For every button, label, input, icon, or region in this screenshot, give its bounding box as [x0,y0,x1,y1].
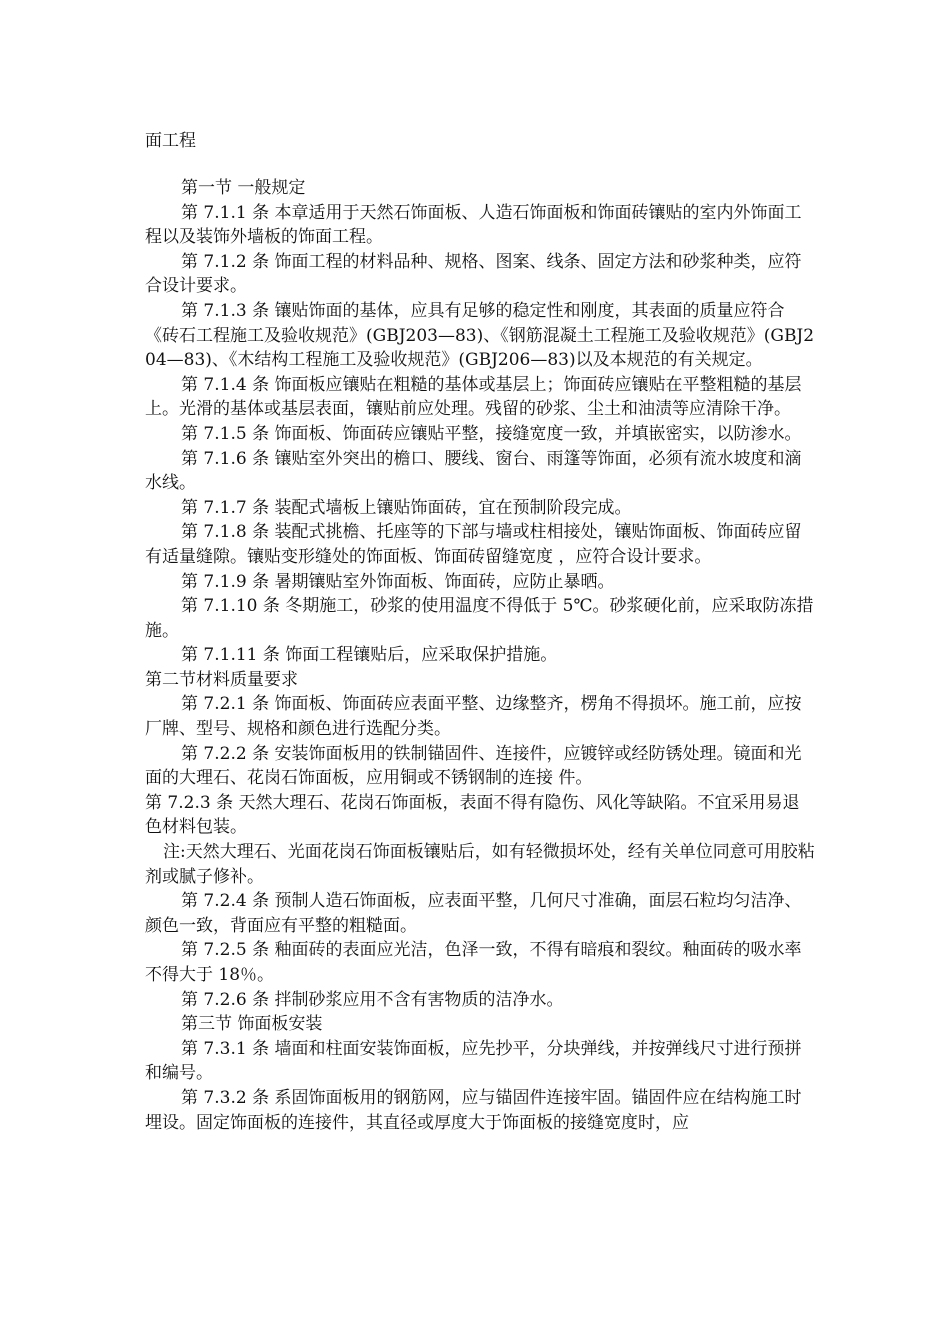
clause-paragraph: 第 7.1.3 条 镶贴饰面的基体，应具有足够的稳定性和刚度，其表面的质量应符合《砖石工程施工及验收规范》(GBJ203—83)、《钢筋混凝土工程施工及验收规范》(GBJ204—83)、《木结构工程施工及验收规范》(GBJ206—83)以及本规范的有关规定。 [145,300,815,371]
section-heading: 第二节材料质量要求 [145,669,298,690]
document-body [145,176,815,1135]
clause-paragraph: 第 7.1.10 条 冬期施工，砂浆的使用温度不得低于 5℃。砂浆硬化前，应采取防冻措施。 [145,596,814,641]
clause-paragraph: 第 7.3.1 条 墙面和柱面安装饰面板，应先抄平，分块弹线，并按弹线尺寸进行预拼和编号。 [145,1038,802,1084]
clause-paragraph: 第 7.1.6 条 镶贴室外突出的檐口、腰线、窗台、雨篷等饰面，必须有流水坡度和滴水线。 [145,448,802,494]
clause-paragraph: 第 7.1.9 条 暑期镶贴室外饰面板、饰面砖，应防止暴晒。 [181,571,615,592]
clause-paragraph: 第 7.2.4 条 预制人造石饰面板，应表面平整，几何尺寸准确，面层石粒均匀洁净、颜色一致，背面应有平整的粗糙面。 [145,891,802,936]
clause-paragraph: 第 7.1.5 条 饰面板、饰面砖应镶贴平整，接缝宽度一致，并填嵌密实，以防渗水。 [181,423,802,444]
section-heading: 第一节 一般规定 [181,178,306,198]
clause-paragraph: 第 7.2.2 条 安装饰面板用的铁制锚固件、连接件，应镀锌或经防锈处理。镜面和光面的大理石、花岗石饰面板，应用铜或不锈钢制的连接 件。 [145,743,802,789]
clause-paragraph: 第 7.1.2 条 饰面工程的材料品种、规格、图案、线条、固定方法和砂浆种类，应符合设计要求。 [145,251,802,297]
clause-paragraph: 第 7.1.4 条 饰面板应镶贴在粗糙的基体或基层上；饰面砖应镶贴在平整粗糙的基层上。光滑的基体或基层表面，镶贴前应处理。残留的砂浆、尘土和油渍等应清除干净。 [145,374,802,420]
note-paragraph: 注:天然大理石、光面花岗石饰面板镶贴后，如有轻微损坏处，经有关单位同意可用胶粘剂或腻子修补。 [145,842,815,887]
clause-paragraph: 第 7.1.8 条 装配式挑檐、托座等的下部与墙或柱相接处，镶贴饰面板、饰面砖应留有适量缝隙。镶贴变形缝处的饰面板、饰面砖留缝宽度 ，应符合设计要求。 [145,522,802,567]
clause-paragraph: 第 7.2.3 条 天然大理石、花岗石饰面板，表面不得有隐伤、风化等缺陷。不宜采用易退色材料包装。 [145,792,800,838]
clause-paragraph: 第 7.2.6 条 拌制砂浆应用不含有害物质的洁净水。 [181,989,564,1010]
clause-paragraph: 第 7.2.1 条 饰面板、饰面砖应表面平整、边缘整齐，楞角不得损坏。施工前，应按厂牌、型号、规格和颜色进行选配分类。 [145,694,802,740]
clause-paragraph: 第 7.3.2 条 系固饰面板用的钢筋网，应与锚固件连接牢固。锚固件应在结构施工时埋设。固定饰面板的连接件，其直径或厚度大于饰面板的接缝宽度时，应 [145,1087,802,1133]
clause-paragraph: 第 7.1.11 条 饰面工程镶贴后，应采取保护措施。 [181,645,558,666]
section-heading: 第三节 饰面板安装 [181,1014,323,1035]
document-title: 面工程 [145,131,196,151]
clause-paragraph: 第 7.1.7 条 装配式墙板上镶贴饰面砖，宜在预制阶段完成。 [181,497,632,518]
clause-paragraph: 第 7.1.1 条 本章适用于天然石饰面板、人造石饰面板和饰面砖镶贴的室内外饰面工程以及装饰外墙板的饰面工程。 [145,202,802,248]
clause-paragraph: 第 7.2.5 条 釉面砖的表面应光洁，色泽一致，不得有暗痕和裂纹。釉面砖的吸水率不得大于 18％。 [145,940,802,985]
